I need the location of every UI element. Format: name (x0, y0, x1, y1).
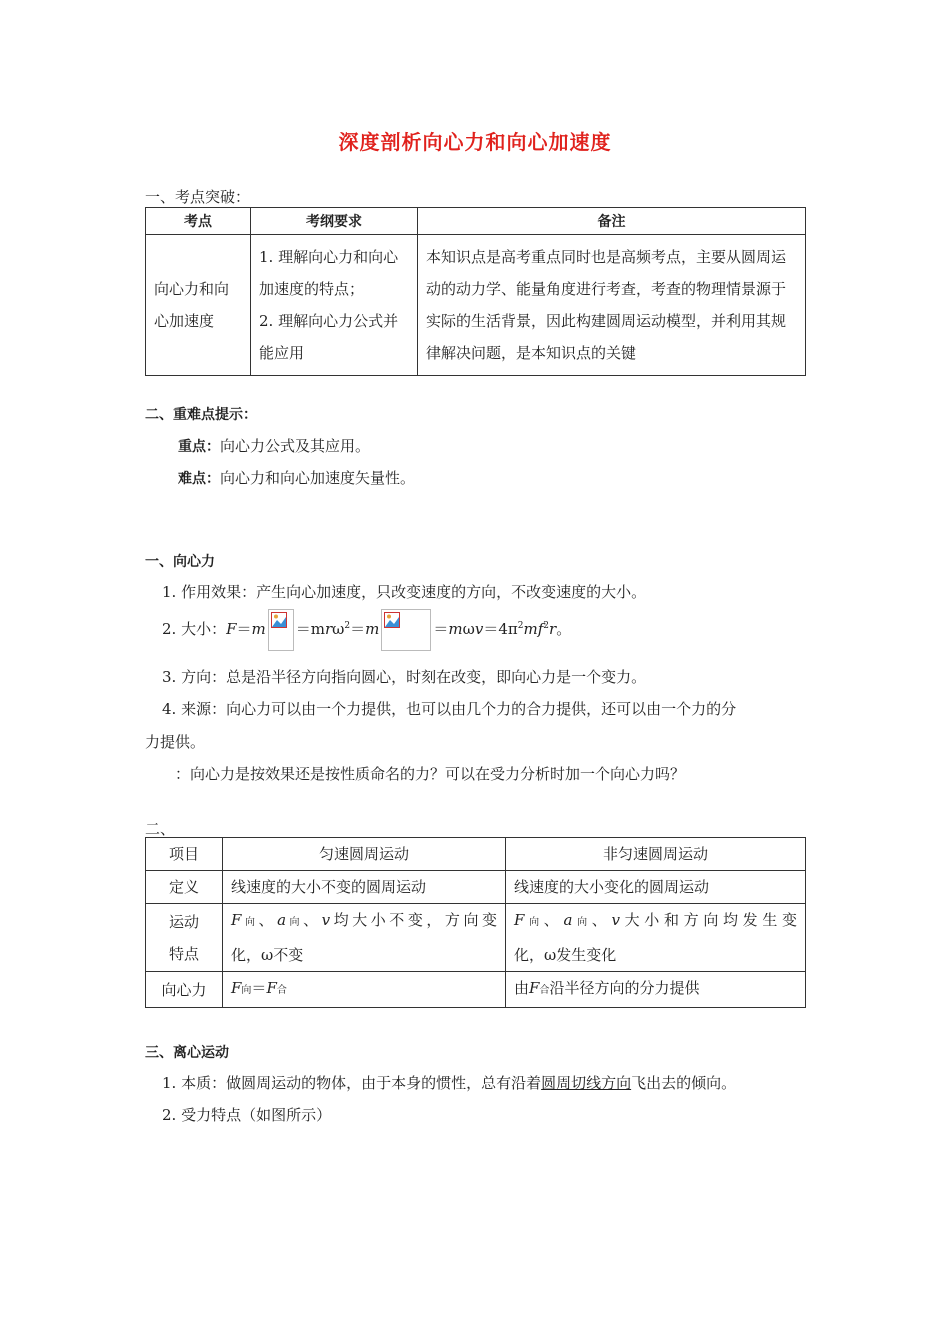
force-item-1: 1. 作用效果：产生向心加速度，只改变速度的方向，不改变速度的大小。 (162, 583, 647, 601)
hard-point-line (178, 467, 415, 488)
header-item: 项目 (146, 838, 223, 871)
header-nonuniform: 非匀速圆周运动 (506, 838, 806, 871)
section-keypoints-heading: 二、重难点提示： (145, 407, 257, 423)
definition-label: 定义 (146, 871, 223, 904)
key-text: 向心力公式及其应用。 (220, 437, 371, 455)
broken-image-icon (384, 612, 400, 628)
force-nonuniform-post: 沿半径方向的分力提供 (549, 979, 700, 997)
force-item-3: 3. 方向：总是沿半径方向指向圆心，时刻在改变，即向心力是一个变力。 (162, 668, 647, 686)
requirement-2: 2. 理解向心力公式并能应用 (259, 312, 399, 362)
motion-features-nonuniform: F向、a向、v大小和方向均发生变 化，ω发生变化 (506, 904, 806, 972)
motion-features-label (146, 904, 223, 972)
force-item-4b: 力提供。 (145, 733, 206, 751)
motion-uniform-text: 均大小不变，方向变 (330, 911, 497, 929)
force-item-2-prefix: 2. 大小： (162, 620, 227, 638)
centrifugal-item-1 (162, 1072, 736, 1093)
hard-text: 向心力和向心加速度矢量性。 (220, 469, 416, 487)
motion-label-line-2: 特点 (168, 944, 199, 963)
force-uniform: F向＝F合 (223, 972, 506, 1008)
formula-image-placeholder (381, 609, 431, 651)
exam-points-table (145, 207, 806, 376)
centrifugal-item-1-underlined: 圆周切线方向 (541, 1074, 632, 1092)
header-requirements: 考纲要求 (251, 208, 418, 235)
key-label: 重点： (178, 439, 220, 455)
header-uniform: 匀速圆周运动 (223, 838, 506, 871)
centrifugal-item-1-post: 飞出去的倾向。 (631, 1074, 737, 1092)
centrifugal-item-1-pre: 1. 本质：做圆周运动的物体，由于本身的惯性，总有沿着 (162, 1074, 542, 1092)
motion-uniform-text-2: 不变 (273, 946, 304, 964)
key-point-line (178, 435, 370, 456)
page-title: 深度剖析向心力和向心加速度 (338, 130, 612, 154)
section-comparison-heading: 二、 (145, 820, 176, 838)
section-centrifugal-heading: 三、离心运动 (145, 1045, 229, 1061)
hard-label: 难点： (178, 471, 220, 487)
centrifugal-item-2: 2. 受力特点（如图所示） (162, 1106, 332, 1124)
header-notes: 备注 (418, 208, 806, 235)
definition-uniform: 线速度的大小不变的圆周运动 (223, 871, 506, 904)
force-label: 向心力 (146, 972, 223, 1008)
section-exam-points-heading: 一、考点突破： (145, 188, 251, 206)
force-item-2: 2. 大小：F＝m ＝mrω$^2$＝m $=m\omega v=4\pi^2mf^2r$。 (162, 609, 571, 651)
circular-motion-comparison-table (145, 837, 806, 1008)
motion-nonuniform-text: 大小和方向均发生变 (619, 911, 798, 929)
force-question: ：向心力是按效果还是按性质命名的力？可以在受力分析时加一个向心力吗？ (175, 765, 686, 783)
motion-nonuniform-text-2: 发生变化 (556, 946, 617, 964)
force-nonuniform: 由F合沿半径方向的分力提供 (506, 972, 806, 1008)
notes-cell: 本知识点是高考重点同时也是高频考点，主要从圆周运动的动力学、能量角度进行考查，考查的物理情景源于实际的生活背景，因此构建圆周运动模型，并利用其规律解决问题，是本知识点的关键 (418, 235, 806, 376)
requirement-1: 1. 理解向心力和向心加速度的特点； (259, 248, 399, 298)
topic-cell: 向心力和向心加速度 (146, 235, 251, 376)
motion-label-line-1: 运动 (168, 912, 199, 931)
section-centripetal-heading: 一、向心力 (145, 554, 215, 570)
force-item-4a: 4. 来源：向心力可以由一个力提供，也可以由几个力的合力提供，还可以由一个力的分 (162, 700, 737, 718)
formula-image-placeholder (268, 609, 294, 651)
motion-features-uniform: F向、a向、v均大小不变，方向变 化，ω不变 (223, 904, 506, 972)
header-topic: 考点 (146, 208, 251, 235)
requirements-cell (251, 235, 418, 376)
force-nonuniform-pre: 由 (514, 979, 530, 997)
definition-nonuniform: 线速度的大小变化的圆周运动 (506, 871, 806, 904)
broken-image-icon (271, 612, 287, 628)
